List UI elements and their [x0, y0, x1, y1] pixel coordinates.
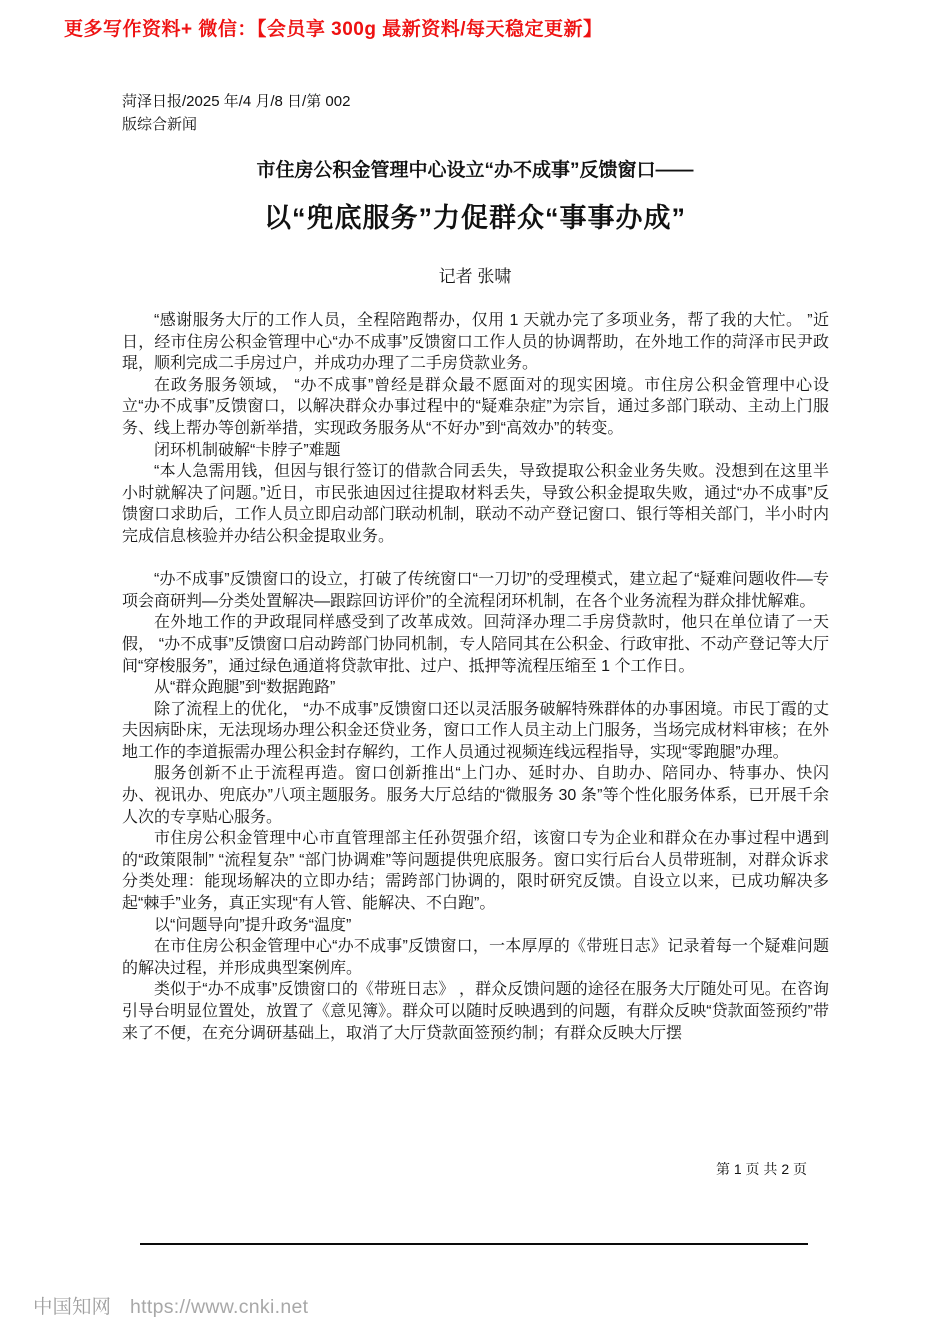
newspaper-source-line1: 菏泽日报/2025 年/4 月/8 日/第 002	[122, 93, 351, 110]
cnki-url: https://www.cnki.net	[130, 1296, 309, 1318]
paragraph: 类似于“办不成事”反馈窗口的《带班日志》 ，群众反馈问题的途径在服务大厅随处可见。在咨询引导台明显位置处，放置了《意见簿》。群众可以随时反映遇到的问题，有群众反映“贷款面签预约”带来了不便，在充分调研基础上，取消了大厅贷款面签预约制；有群众反映大厅摆	[122, 981, 829, 1042]
article-byline: 记者 张啸	[438, 267, 512, 286]
section-heading: 从“群众跑腿”到“数据跑路”	[154, 679, 336, 697]
section-heading: 以“问题导向”提升政务“温度”	[154, 916, 352, 934]
paragraph: 服务创新不止于流程再造。窗口创新推出“上门办、延时办、自助办、陪同办、特事办、快闪办、视讯办、兜底办”八项主题服务。服务大厅总结的“微服务 30 条”等个性化服务体系，已开展千余人次的专享贴心服务。	[122, 765, 829, 826]
article-kicker: 市住房公积金管理中心设立“办不成事”反馈窗口——	[256, 160, 694, 181]
article-body	[122, 310, 829, 1044]
blank-line	[122, 548, 829, 570]
paragraph: “本人急需用钱，但因与银行签订的借款合同丢失，导致提取公积金业务失败。没想到在这里半小时就解决了问题。”近日，市民张迪因过往提取材料丢失，导致公积金提取失败，通过“办不成事”反馈窗口求助后，工作人员立即启动部门联动机制，联动不动产登记窗口、银行等相关部门，半小时内完成信息核验并办结公积金提取业务。	[122, 463, 829, 545]
paragraph: 在外地工作的尹政琨同样感受到了改革成效。回菏泽办理二手房贷款时，他只在单位请了一天假， “办不成事”反馈窗口启动跨部门协同机制，专人陪同其在公积金、行政审批、不动产登记等大厅间“穿梭服务”，通过绿色通道将贷款审批、过户、抵押等流程压缩至 1 个工作日。	[122, 614, 829, 675]
paragraph: “感谢服务大厅的工作人员，全程陪跑帮办，仅用 1 天就办完了多项业务，帮了我的大忙。 ”近日，经市住房公积金管理中心“办不成事”反馈窗口工作人员的协调帮助，在外地工作的菏泽市民尹政琨，顺利完成二手房过户，并成功办理了二手房贷款业务。	[122, 312, 829, 373]
promo-banner: 更多写作资料+ 微信：【会员享 300g 最新资料/每天稳定更新】	[64, 19, 603, 40]
article-title: 以“兜底服务”力促群众“事事办成”	[264, 203, 686, 233]
paragraph: 在市住房公积金管理中心“办不成事”反馈窗口，一本厚厚的《带班日志》记录着每一个疑难问题的解决过程，并形成典型案例库。	[122, 938, 829, 977]
cnki-logo-text: 中国知网	[33, 1296, 112, 1318]
footer-divider	[140, 1243, 808, 1245]
paragraph: 在政务服务领域， “办不成事”曾经是群众最不愿面对的现实困境。市住房公积金管理中心设立“办不成事”反馈窗口，以解决群众办事过程中的“疑难杂症”为宗旨，通过多部门联动、主动上门服务、线上帮办等创新举措，实现政务服务从“不好办”到“高效办”的转变。	[122, 376, 829, 437]
paragraph: 市住房公积金管理中心市直管理部主任孙贺强介绍，该窗口专为企业和群众在办事过程中遇到的“政策限制” “流程复杂” “部门协调难”等问题提供兜底服务。窗口实行后台人员带班制，对群众诉求分类处理：能现场解决的立即办结；需跨部门协调的，限时研究反馈。自设立以来，已成功解决多起“棘手”业务，真正实现“有人管、能解决、不白跑”。	[122, 830, 829, 913]
newspaper-source	[122, 90, 350, 136]
footer	[33, 1291, 308, 1319]
newspaper-source-line2: 版综合新闻	[122, 116, 198, 133]
page-number: 第 1 页 共 2 页	[715, 1161, 807, 1177]
paragraph: “办不成事”反馈窗口的设立，打破了传统窗口“一刀切”的受理模式，建立起了“疑难问题收件—专项会商研判—分类处置解决—跟踪回访评价”的全流程闭环机制，在各个业务流程为群众排忧解难。	[122, 571, 829, 610]
paragraph: 除了流程上的优化， “办不成事”反馈窗口还以灵活服务破解特殊群体的办事困境。市民丁霞的丈夫因病卧床，无法现场办理公积金还贷业务，窗口工作人员主动上门服务，当场完成材料审核；在外地工作的李道振需办理公积金封存解约，工作人员通过视频连线远程指导，实现“零跑腿”办理。	[122, 700, 829, 761]
section-heading: 闭环机制破解“卡脖子”难题	[154, 441, 341, 459]
